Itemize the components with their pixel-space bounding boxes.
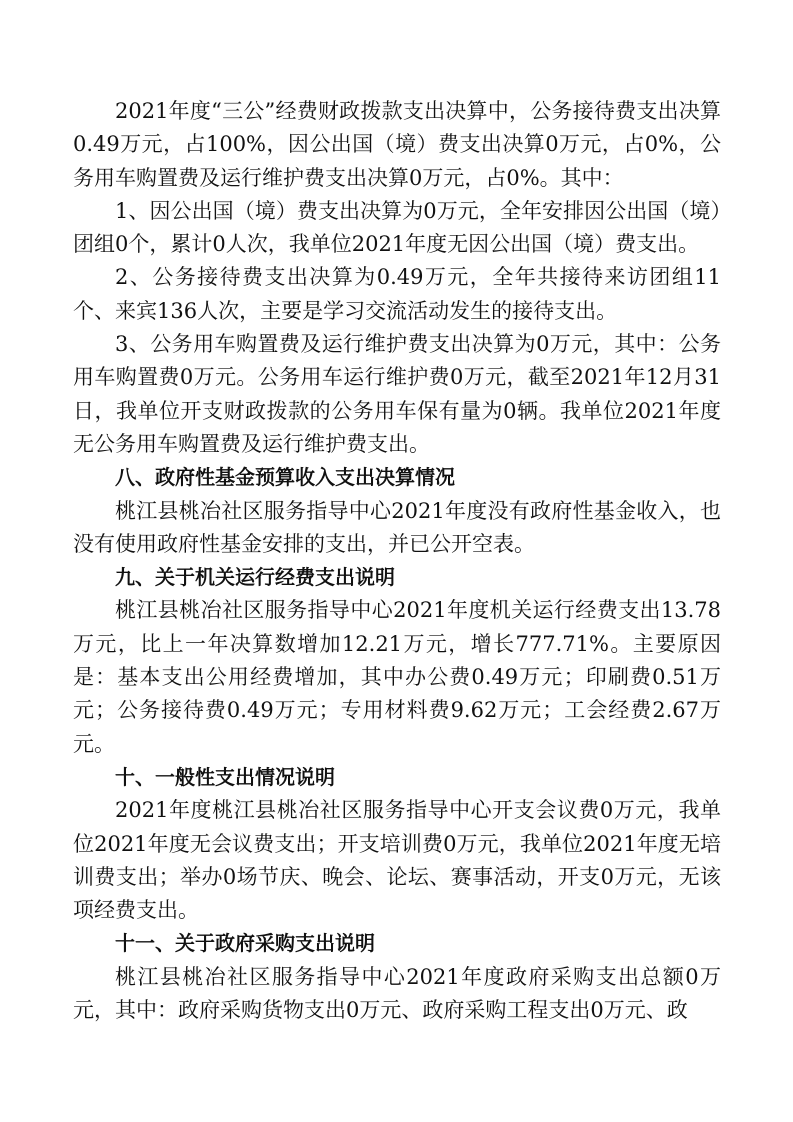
paragraph-official-vehicles: 3、公务用车购置费及运行维护费支出决算为0万元，其中：公务用车购置费0万元。公务用车运行维护费0万元，截至2021年12月31日，我单位开支财政拨款的公务用车保有量为0辆。我单位2021年度无公务用车购置费及运行维护费支出。: [73, 332, 721, 456]
section-heading-government-fund: 八、政府性基金预算收入支出决算情况: [115, 465, 455, 490]
paragraph-general-expenses: 2021年度桃江县桃冶社区服务指导中心开支会议费0万元，我单位2021年度无会议费支出；开支培训费0万元，我单位2021年度无培训费支出；举办0场节庆、晚会、论坛、赛事活动，开支0万元，无该项经费支出。: [73, 798, 721, 923]
document-page: [73, 95, 721, 1027]
paragraph-government-fund: 桃江县桃冶社区服务指导中心2021年度没有政府性基金收入，也没有使用政府性基金安排的支出，并已公开空表。: [73, 498, 721, 556]
section-heading-general-expenses: 十、一般性支出情况说明: [115, 764, 335, 789]
paragraph-operating-expenses: 桃江县桃冶社区服务指导中心2021年度机关运行经费支出13.78万元，比上一年决算数增加12.21万元，增长777.71%。主要原因是：基本支出公用经费增加，其中办公费0.49万元；印刷费0.51万元；公务接待费0.49万元；专用材料费9.62万元；工会经费2.67万元。: [73, 598, 721, 756]
section-heading-operating-expenses: 九、关于机关运行经费支出说明: [115, 565, 395, 590]
paragraph-sangong-summary: 2021年度“三公”经费财政拨款支出决算中，公务接待费支出决算0.49万元，占100%，因公出国（境）费支出决算0万元，占0%，公务用车购置费及运行维护费支出决算0万元，占0%。其中：: [73, 99, 721, 190]
paragraph-procurement: 桃江县桃冶社区服务指导中心2021年度政府采购支出总额0万元，其中：政府采购货物支出0万元、政府采购工程支出0万元、政: [73, 964, 721, 1023]
section-heading-procurement: 十一、关于政府采购支出说明: [115, 931, 375, 956]
paragraph-reception: 2、公务接待费支出决算为0.49万元，全年共接待来访团组11个、来宾136人次，主要是学习交流活动发生的接待支出。: [73, 265, 721, 323]
paragraph-overseas-travel: 1、因公出国（境）费支出决算为0万元，全年安排因公出国（境）团组0个，累计0人次，我单位2021年度无因公出国（境）费支出。: [73, 198, 721, 257]
